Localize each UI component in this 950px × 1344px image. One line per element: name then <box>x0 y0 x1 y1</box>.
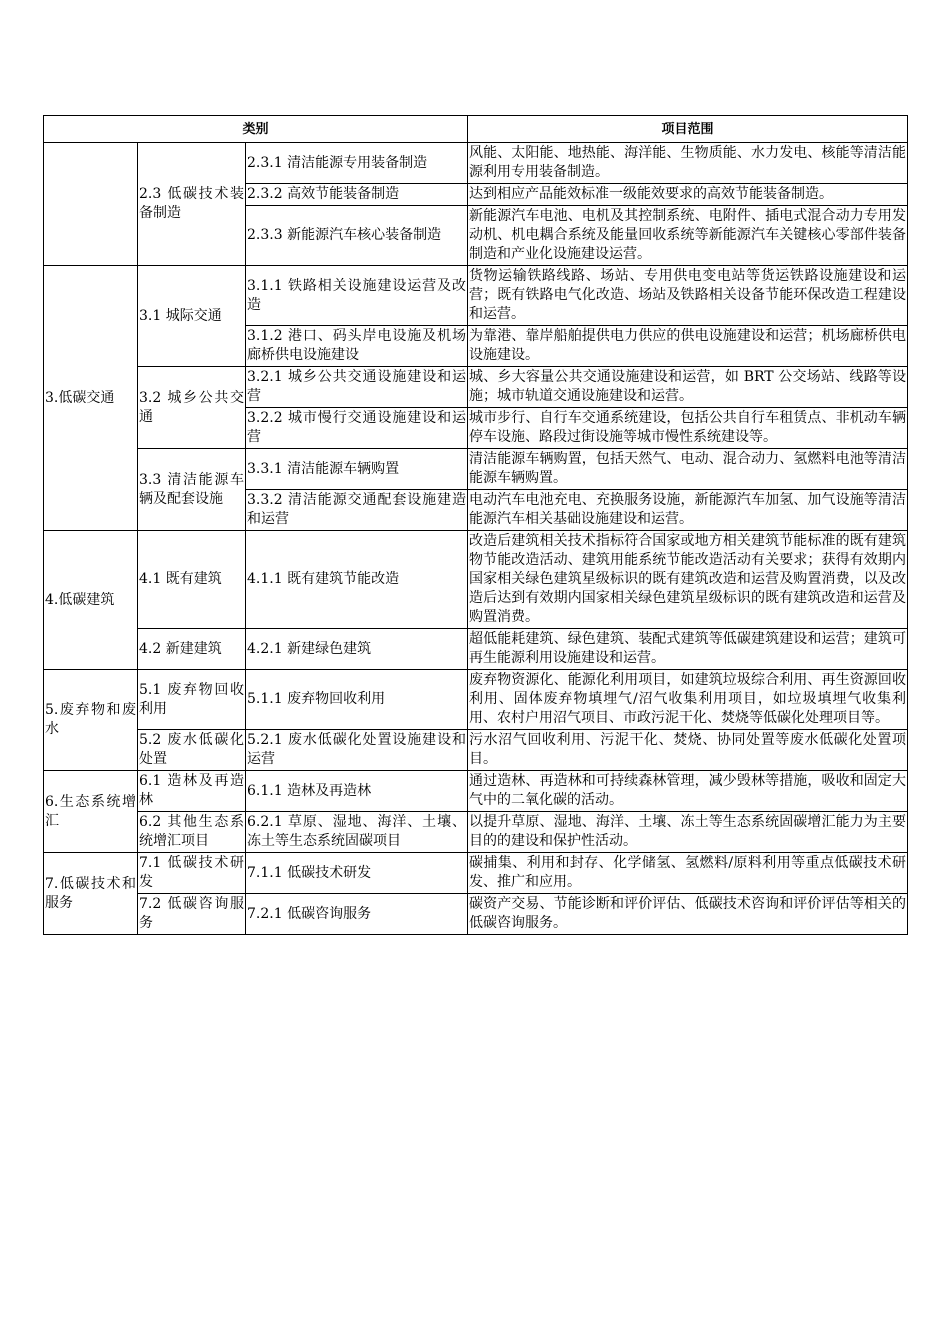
subcategory-cell: 3.1 城际交通 <box>138 266 246 367</box>
item-scope-cell: 城市步行、自行车交通系统建设，包括公共自行车租赁点、非机动车辆停车设施、路段过街设施等城市慢性系统建设等。 <box>468 408 908 449</box>
category-cell: 4.低碳建筑 <box>44 531 138 670</box>
item-scope-cell: 通过造林、再造林和可持续森林管理，减少毁林等措施，吸收和固定大气中的二氧化碳的活动。 <box>468 771 908 812</box>
item-scope-cell: 货物运输铁路线路、场站、专用供电变电站等货运铁路设施建设和运营；既有铁路电气化改造、场站及铁路相关设备节能环保改造工程建设和运营。 <box>468 266 908 326</box>
item-name-cell: 3.2.1 城乡公共交通设施建设和运营 <box>246 367 468 408</box>
item-name-cell: 6.2.1 草原、湿地、海洋、土壤、冻土等生态系统固碳项目 <box>246 812 468 853</box>
item-scope-cell: 污水沼气回收利用、污泥干化、焚烧、协同处置等废水低碳化处置项目。 <box>468 730 908 771</box>
table-row <box>44 853 908 894</box>
subcategory-cell: 3.2 城乡公共交通 <box>138 367 246 449</box>
classification-table <box>43 115 908 935</box>
table-row <box>44 266 908 326</box>
item-scope-cell: 碳资产交易、节能诊断和评价评估、低碳技术咨询和评价评估等相关的低碳咨询服务。 <box>468 894 908 935</box>
item-name-cell: 3.3.2 清洁能源交通配套设施建造和运营 <box>246 490 468 531</box>
table-row <box>44 894 908 935</box>
table-body <box>44 143 908 935</box>
category-cell: 5.废弃物和废水 <box>44 670 138 771</box>
item-name-cell: 7.2.1 低碳咨询服务 <box>246 894 468 935</box>
subcategory-cell: 6.2 其他生态系统增汇项目 <box>138 812 246 853</box>
category-cell: 3.低碳交通 <box>44 266 138 531</box>
item-name-cell: 3.2.2 城市慢行交通设施建设和运营 <box>246 408 468 449</box>
table-row <box>44 449 908 490</box>
subcategory-cell: 7.2 低碳咨询服务 <box>138 894 246 935</box>
subcategory-cell: 7.1 低碳技术研发 <box>138 853 246 894</box>
item-scope-cell: 清洁能源车辆购置，包括天然气、电动、混合动力、氢燃料电池等清洁能源车辆购置。 <box>468 449 908 490</box>
category-cell: 6.生态系统增汇 <box>44 771 138 853</box>
item-name-cell: 5.1.1 废弃物回收利用 <box>246 670 468 730</box>
item-name-cell: 7.1.1 低碳技术研发 <box>246 853 468 894</box>
table-row <box>44 367 908 408</box>
subcategory-cell: 4.1 既有建筑 <box>138 531 246 629</box>
table-row <box>44 143 908 184</box>
table-row <box>44 629 908 670</box>
item-name-cell: 4.1.1 既有建筑节能改造 <box>246 531 468 629</box>
table-row <box>44 812 908 853</box>
item-scope-cell: 新能源汽车电池、电机及其控制系统、电附件、插电式混合动力专用发动机、机电耦合系统及能量回收系统等新能源汽车关键核心零部件装备制造和产业化设施建设运营。 <box>468 206 908 266</box>
item-scope-cell: 城、乡大容量公共交通设施建设和运营，如 BRT 公交场站、线路等设施；城市轨道交通设施建设和运营。 <box>468 367 908 408</box>
item-name-cell: 2.3.3 新能源汽车核心装备制造 <box>246 206 468 266</box>
category-cell: 7.低碳技术和服务 <box>44 853 138 935</box>
header-category: 类别 <box>44 116 468 143</box>
item-name-cell: 2.3.2 高效节能装备制造 <box>246 184 468 206</box>
item-scope-cell: 碳捕集、利用和封存、化学储氢、氢燃料/原料利用等重点低碳技术研发、推广和应用。 <box>468 853 908 894</box>
table-row <box>44 531 908 629</box>
item-scope-cell: 风能、太阳能、地热能、海洋能、生物质能、水力发电、核能等清洁能源利用专用装备制造。 <box>468 143 908 184</box>
table-header-row <box>44 116 908 143</box>
item-scope-cell: 废弃物资源化、能源化利用项目，如建筑垃圾综合利用、再生资源回收利用、固体废弃物填埋气/沼气收集利用项目，如垃圾填埋气收集利用、农村户用沼气项目、市政污泥干化、焚烧等低碳化处理项目等。 <box>468 670 908 730</box>
item-name-cell: 3.1.2 港口、码头岸电设施及机场廊桥供电设施建设 <box>246 326 468 367</box>
table-row <box>44 730 908 771</box>
item-scope-cell: 为靠港、靠岸船舶提供电力供应的供电设施建设和运营；机场廊桥供电设施建设。 <box>468 326 908 367</box>
item-scope-cell: 超低能耗建筑、绿色建筑、装配式建筑等低碳建筑建设和运营；建筑可再生能源利用设施建设和运营。 <box>468 629 908 670</box>
subcategory-cell: 4.2 新建建筑 <box>138 629 246 670</box>
subcategory-cell: 2.3 低碳技术装备制造 <box>138 143 246 266</box>
item-name-cell: 6.1.1 造林及再造林 <box>246 771 468 812</box>
subcategory-cell: 5.2 废水低碳化处置 <box>138 730 246 771</box>
item-name-cell: 2.3.1 清洁能源专用装备制造 <box>246 143 468 184</box>
table-row <box>44 670 908 730</box>
subcategory-cell: 5.1 废弃物回收利用 <box>138 670 246 730</box>
table-row <box>44 771 908 812</box>
item-name-cell: 3.3.1 清洁能源车辆购置 <box>246 449 468 490</box>
item-scope-cell: 电动汽车电池充电、充换服务设施，新能源汽车加氢、加气设施等清洁能源汽车相关基础设施建设和运营。 <box>468 490 908 531</box>
item-scope-cell: 改造后建筑相关技术指标符合国家或地方相关建筑节能标准的既有建筑物节能改造活动、建筑用能系统节能改造活动有关要求；获得有效期内国家相关绿色建筑星级标识的既有建筑改造和运营及购置消费，以及改造后达到有效期内国家相关绿色建筑星级标识的既有建筑改造和运营及购置消费。 <box>468 531 908 629</box>
subcategory-cell: 3.3 清洁能源车辆及配套设施 <box>138 449 246 531</box>
subcategory-cell: 6.1 造林及再造林 <box>138 771 246 812</box>
header-scope: 项目范围 <box>468 116 908 143</box>
item-name-cell: 3.1.1 铁路相关设施建设运营及改造 <box>246 266 468 326</box>
item-scope-cell: 达到相应产品能效标准一级能效要求的高效节能装备制造。 <box>468 184 908 206</box>
category-cell <box>44 143 138 266</box>
item-name-cell: 5.2.1 废水低碳化处置设施建设和运营 <box>246 730 468 771</box>
item-name-cell: 4.2.1 新建绿色建筑 <box>246 629 468 670</box>
item-scope-cell: 以提升草原、湿地、海洋、土壤、冻土等生态系统固碳增汇能力为主要目的的建设和保护性活动。 <box>468 812 908 853</box>
